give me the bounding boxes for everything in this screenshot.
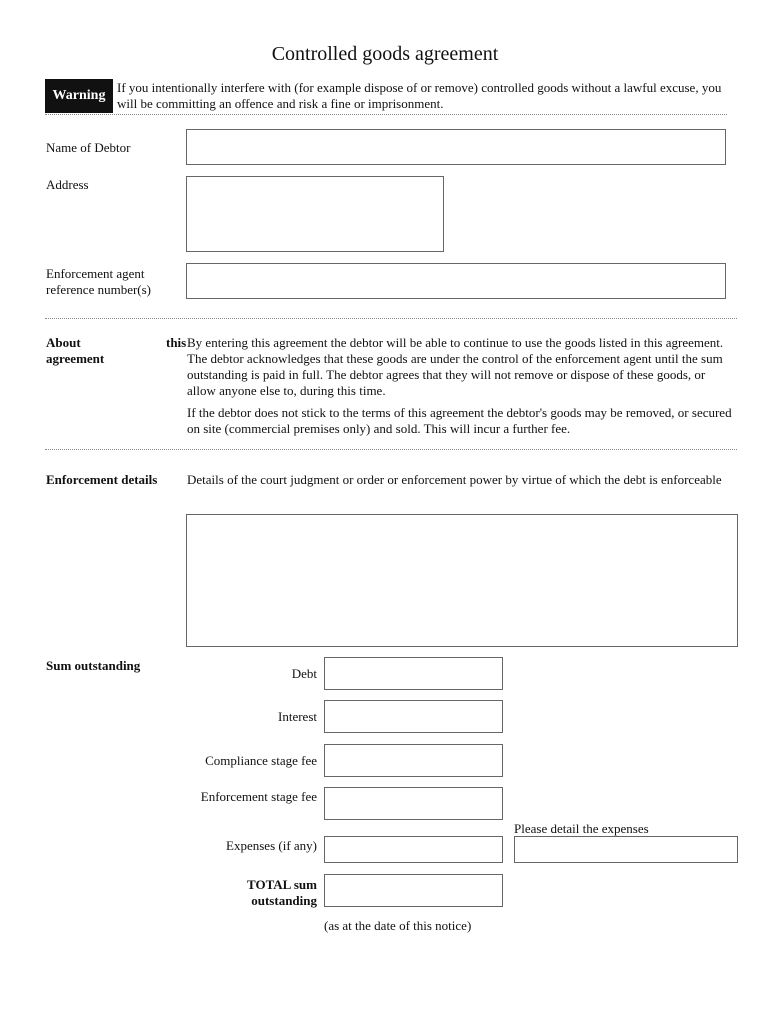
compliance-fee-label: Compliance stage fee bbox=[205, 753, 317, 768]
total-label-line2: outstanding bbox=[251, 893, 317, 908]
as-at-date-note: (as at the date of this notice) bbox=[324, 918, 472, 933]
about-heading-line1: About bbox=[46, 335, 81, 350]
about-paragraph-2: If the debtor does not stick to the terms of this agreement the debtor's goods may be removed, or secured on site (commercial premises only) and sold. This will incur a further fee. bbox=[187, 405, 732, 436]
address-field[interactable] bbox=[186, 176, 444, 252]
about-heading-line2: agreement bbox=[46, 351, 105, 366]
total-field[interactable] bbox=[324, 874, 503, 907]
enforcement-fee-field[interactable] bbox=[324, 787, 503, 820]
about-heading bbox=[46, 335, 104, 367]
about-heading-this: this bbox=[166, 335, 187, 350]
interest-field[interactable] bbox=[324, 700, 503, 733]
reference-label bbox=[46, 266, 151, 298]
reference-label-line2: reference number(s) bbox=[46, 282, 152, 297]
name-of-debtor-label: Name of Debtor bbox=[46, 140, 131, 155]
divider bbox=[45, 318, 737, 319]
enforcement-heading: Enforcement details bbox=[46, 472, 158, 487]
expenses-label: Expenses (if any) bbox=[226, 838, 317, 853]
interest-label: Interest bbox=[278, 709, 317, 724]
warning-badge: Warning bbox=[45, 79, 113, 113]
total-label-line1: TOTAL sum bbox=[247, 877, 317, 892]
expenses-detail-field[interactable] bbox=[514, 836, 738, 863]
name-of-debtor-field[interactable] bbox=[186, 129, 726, 165]
debt-label: Debt bbox=[291, 666, 317, 681]
expenses-field[interactable] bbox=[324, 836, 503, 863]
enforcement-description: Details of the court judgment or order or enforcement power by virtue of which the debt is enforceable bbox=[187, 472, 722, 487]
divider bbox=[45, 114, 727, 115]
about-paragraph-1: By entering this agreement the debtor will be able to continue to use the goods listed in this agreement. The debtor acknowledges that these goods are under the control of the enforcement agent until the sum outstanding is paid in full. The debtor agrees that they will not remove or dispose of these goods, or allow anyone else to, during this time. bbox=[187, 335, 724, 398]
divider bbox=[45, 449, 737, 450]
expenses-detail-label: Please detail the expenses bbox=[514, 821, 649, 836]
address-label: Address bbox=[46, 177, 89, 192]
reference-label-line1: Enforcement agent bbox=[46, 266, 145, 281]
warning-text: If you intentionally interfere with (for example dispose of or remove) controlled goods without a lawful excuse, you will be committing an offence and risk a fine or imprisonment. bbox=[117, 80, 722, 111]
total-label bbox=[150, 877, 317, 909]
debt-field[interactable] bbox=[324, 657, 503, 690]
compliance-fee-field[interactable] bbox=[324, 744, 503, 777]
enforcement-details-field[interactable] bbox=[186, 514, 738, 647]
enforcement-fee-label: Enforcement stage fee bbox=[200, 789, 317, 804]
sum-outstanding-heading: Sum outstanding bbox=[46, 658, 141, 673]
page-title: Controlled goods agreement bbox=[271, 43, 499, 65]
reference-number-field[interactable] bbox=[186, 263, 726, 299]
